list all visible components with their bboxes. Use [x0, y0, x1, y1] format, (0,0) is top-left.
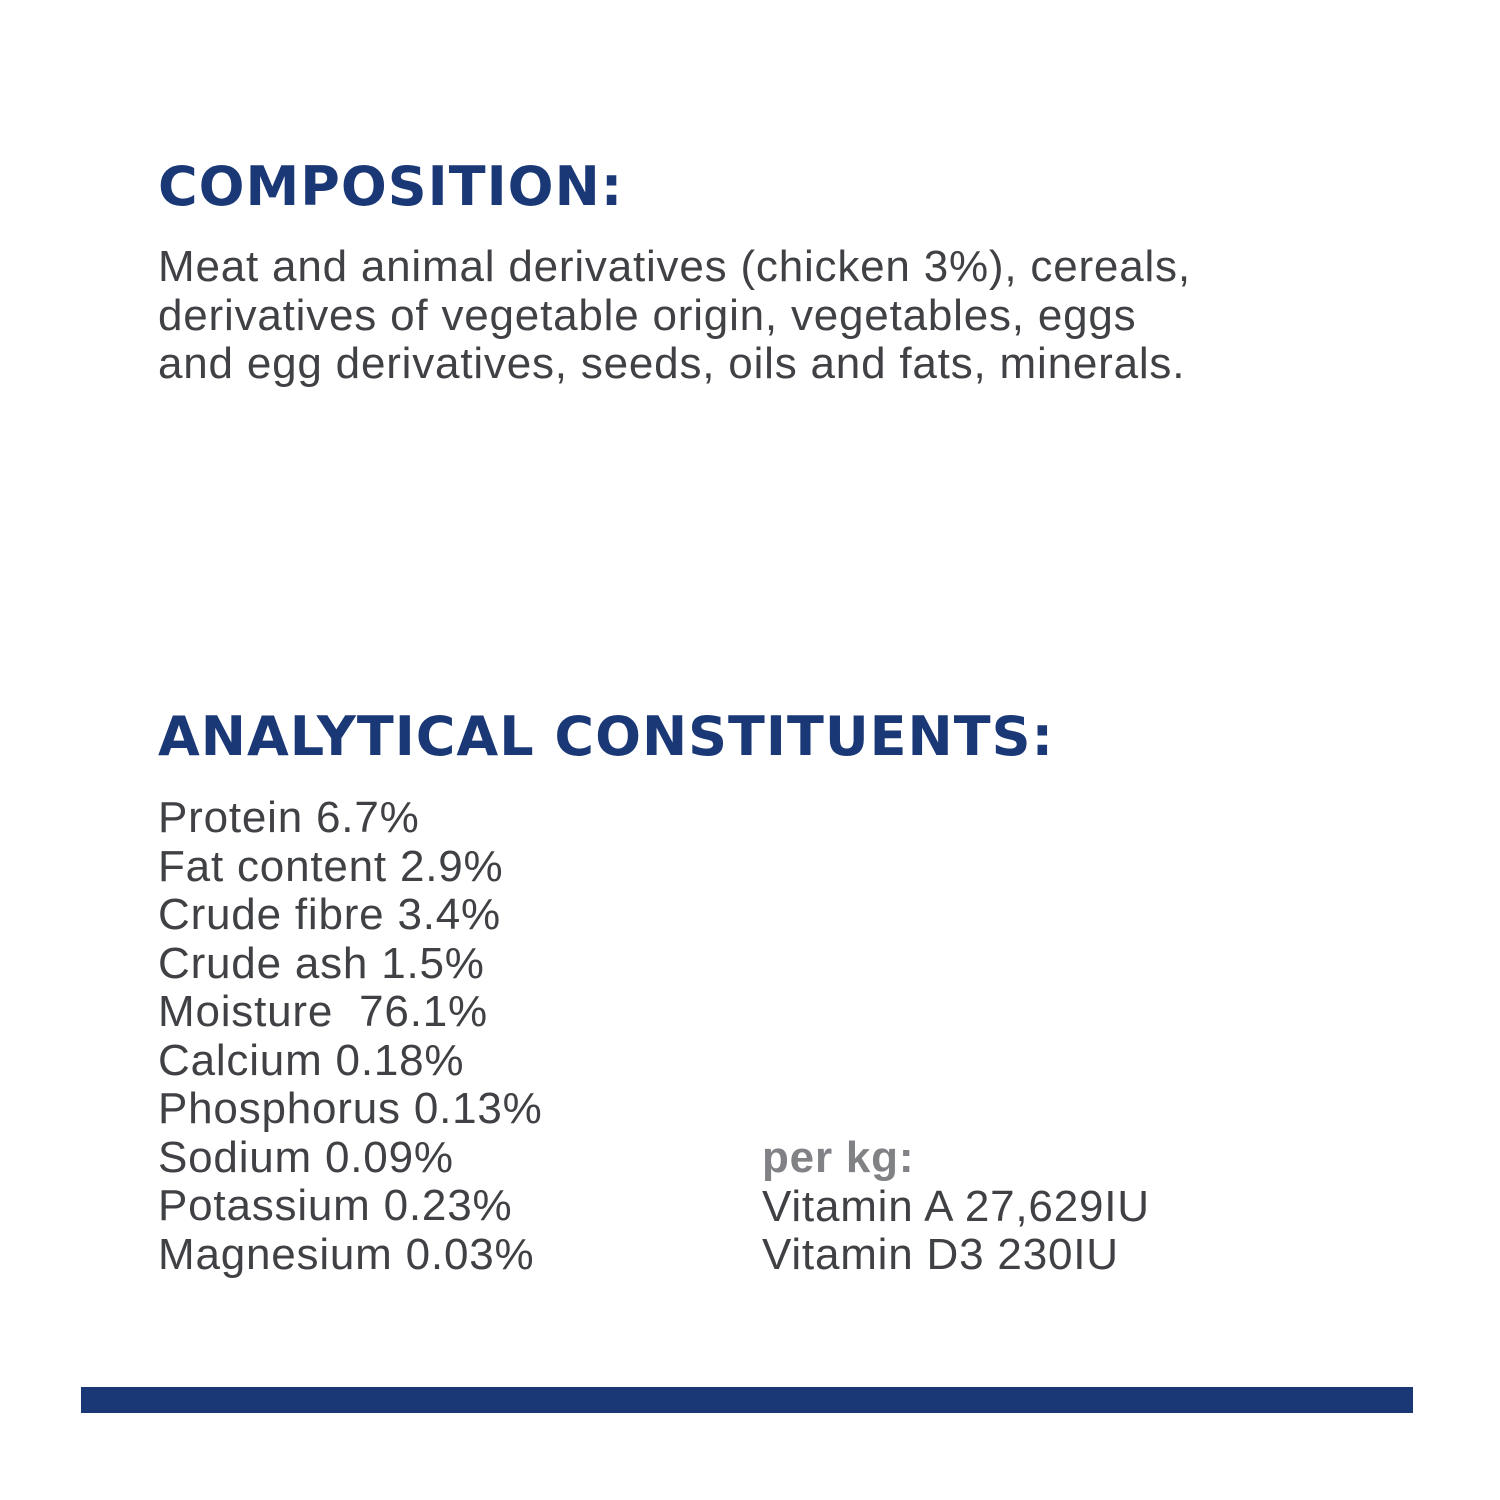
- constituent-item-protein: Protein 6.7%: [158, 793, 420, 842]
- composition-text: [158, 243, 1398, 389]
- constituent-item-phosphorus: Phosphorus 0.13%: [158, 1084, 543, 1133]
- footer-bar: [81, 1387, 1413, 1413]
- constituent-item-sodium: Sodium 0.09%: [158, 1132, 454, 1182]
- composition-heading: COMPOSITION:: [158, 155, 624, 218]
- composition-line: Meat and animal derivatives (chicken 3%), cereals,: [158, 242, 1191, 291]
- composition-line: and egg derivatives, seeds, oils and fats, minerals.: [158, 339, 1186, 388]
- constituents-list: [158, 794, 543, 1279]
- vitamin-a-item: Vitamin A 27,629IU: [762, 1181, 1150, 1231]
- analytical-constituents-heading: ANALYTICAL CONSTITUENTS:: [158, 705, 1055, 768]
- constituent-item-calcium: Calcium 0.18%: [158, 1035, 465, 1085]
- constituent-item-crude-ash: Crude ash 1.5%: [158, 938, 485, 988]
- per-kg-label: per kg:: [762, 1133, 915, 1182]
- constituent-item-magnesium: Magnesium 0.03%: [158, 1229, 535, 1279]
- per-kg-block: [762, 1134, 1150, 1280]
- constituent-item-moisture: Moisture 76.1%: [158, 987, 488, 1036]
- constituent-item-fat: Fat content 2.9%: [158, 841, 504, 891]
- constituent-item-potassium: Potassium 0.23%: [158, 1181, 513, 1230]
- vitamin-d3-item: Vitamin D3 230IU: [762, 1230, 1119, 1279]
- composition-line: derivatives of vegetable origin, vegetables, eggs: [158, 290, 1137, 340]
- constituent-item-crude-fibre: Crude fibre 3.4%: [158, 890, 501, 939]
